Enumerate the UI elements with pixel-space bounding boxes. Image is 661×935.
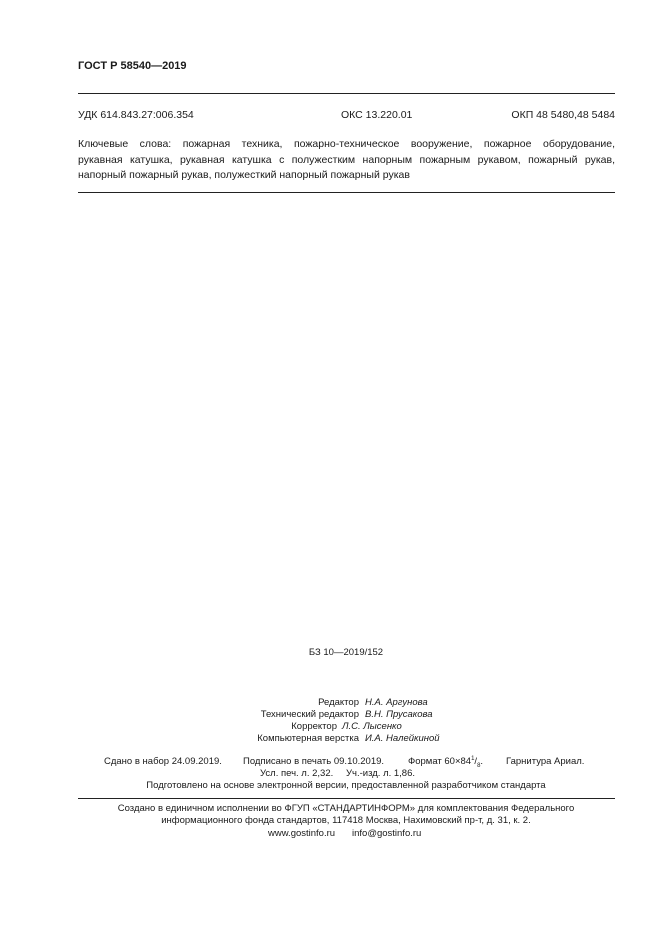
pub-typeface: Гарнитура Ариал. [506,756,585,767]
credit-name: Н.А. Аргунова [365,697,428,708]
credit-role: Редактор [318,697,359,708]
pub-format: Формат $60\times 84^1/_8$. [408,756,484,770]
credit-name: И.А. Налейкиной [365,733,440,744]
keywords-block [78,137,615,184]
top-divider [78,93,615,94]
pub-prepared: Подготовлено на основе электронной версии, предоставленной разработчиком стандарта [146,780,546,791]
bz-number: БЗ 10—2019/152 [308,647,384,658]
classification-row [78,109,615,123]
keywords-divider [78,192,615,193]
standard-designation: ГОСТ Р 58540—2019 [78,60,187,72]
credit-role: Технический редактор [260,709,359,720]
keywords-line: рукавная катушка, рукавная катушка с полужестким напорным пожарным рукавом, пожарный рукав, [78,153,615,166]
footer-line: Создано в единичном исполнении во ФГУП «СТАНДАРТИНФОРМ» для комплектования Федерального [117,803,575,814]
footer-line: информационного фонда стандартов, 117418 Москва, Нахимовский пр-т, д. 31, к. 2. [161,815,531,826]
footer-divider [78,798,615,799]
pub-sent: Сдано в набор 24.09.2019. [104,756,222,767]
credit-name: Л.С. Лысенко [342,721,402,732]
pub-edited: Уч.-изд. л. 1,86. [346,768,416,779]
footer-website-link[interactable]: www.gostinfo.ru [268,828,336,839]
keywords-line: напорный пожарный рукав, полужесткий напорный пожарный рукав [78,169,410,181]
pub-printed: Усл. печ. л. 2,32. [260,768,334,779]
oks-code: ОКС 13.220.01 [341,109,413,121]
footer-email-link[interactable]: info@gostinfo.ru [352,828,422,839]
okp-code: ОКП 48 5480,48 5484 [511,109,615,121]
udk-code: УДК 614.843.27:006.354 [78,109,194,121]
pub-signed: Подписано в печать 09.10.2019. [243,756,385,767]
credit-role: Компьютерная верстка [257,733,359,744]
credit-role: Корректор [291,721,337,732]
keywords-line: Ключевые слова: пожарная техника, пожарно-техническое вооружение, пожарное оборудование, [78,138,615,150]
credit-name: В.Н. Прусакова [365,709,433,720]
